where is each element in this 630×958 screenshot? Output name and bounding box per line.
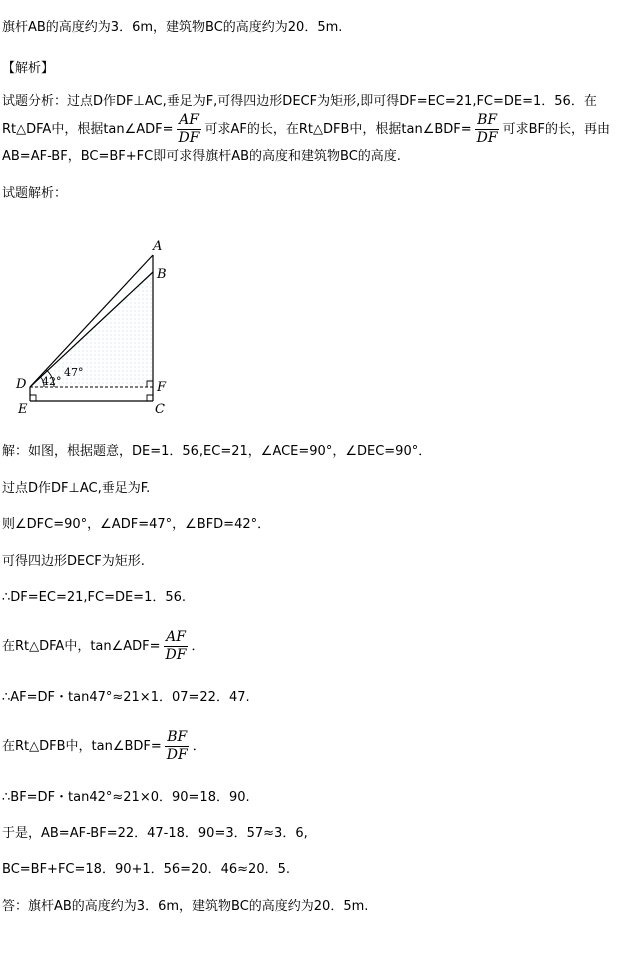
solution-line-4: 可得四边形DECF为矩形.: [2, 554, 145, 569]
label-f: F: [157, 380, 167, 395]
label-c: C: [155, 402, 165, 417]
fraction-numerator: BF: [477, 112, 498, 128]
right-angle-mark-e: [30, 395, 36, 401]
solution-line-1: 解：如图，根据题意，DE=1．56,EC=21，∠ACE=90°，∠DEC=90°．: [2, 444, 432, 459]
fraction-af-df: [177, 112, 202, 147]
fraction-bf-df: [165, 729, 190, 764]
analysis-text-a: Rt△DFA中，根据tan∠ADF=: [2, 122, 174, 137]
fraction-denominator: DF: [166, 747, 188, 763]
solution-line-6: [2, 629, 205, 665]
top-answer-line: 旗杆AB的高度约为3．6m，建筑物BC的高度约为20．5m.: [2, 20, 343, 35]
solution-header: 试题解析：: [2, 186, 68, 201]
analysis-header: 【解析】: [2, 61, 55, 76]
solution-line-10: 于是，AB=AF-BF=22．47-18．90=3．57≈3．6,: [2, 826, 308, 841]
fraction-denominator: DF: [178, 130, 200, 146]
fraction-numerator: AF: [166, 629, 186, 645]
angle-label-47: 47°: [64, 366, 84, 379]
solution-line-5: ∴DF=EC=21,FC=DE=1．56.: [2, 590, 187, 605]
solution-line-3: 则∠DFC=90°，∠ADF=47°，∠BFD=42°．: [2, 517, 271, 532]
label-e: E: [18, 402, 28, 417]
solution-line-9: ∴BF=DF・tan42°≈21×0．90=18．90.: [2, 790, 250, 805]
analysis-line-1: 试题分析：过点D作DF⊥AC,垂足为F,可得四边形DECF为矩形,即可得DF=EC=21,FC=DE=1．56．在: [2, 94, 597, 109]
fraction-numerator: AF: [179, 112, 199, 128]
geometry-figure: [14, 238, 184, 418]
solution-text-end: ．: [191, 639, 205, 654]
fraction-denominator: DF: [165, 647, 187, 663]
solution-text: 在Rt△DFB中，tan∠BDF=: [2, 739, 162, 754]
fraction-bf-df: [475, 112, 500, 147]
label-d: D: [16, 377, 27, 392]
analysis-line-2: [2, 112, 610, 148]
angle-label-42: 42°: [42, 375, 62, 388]
label-b: B: [157, 267, 167, 282]
final-answer: 答：旗杆AB的高度约为3．6m，建筑物BC的高度约为20．5m.: [2, 899, 369, 914]
analysis-line-3: AB=AF-BF，BC=BF+FC即可求得旗杆AB的高度和建筑物BC的高度.: [2, 149, 401, 164]
solution-text: 在Rt△DFA中，tan∠ADF=: [2, 639, 161, 654]
solution-text-end: ．: [192, 739, 206, 754]
solution-line-7: ∴AF=DF・tan47°≈21×1．07=22．47.: [2, 690, 250, 705]
solution-line-8: [2, 729, 206, 765]
fraction-af-df: [164, 629, 189, 664]
analysis-text-c: 可求BF的长，再由: [502, 122, 611, 137]
right-angle-mark-c: [147, 395, 153, 401]
label-a: A: [153, 239, 163, 254]
fraction-numerator: BF: [167, 729, 188, 745]
solution-line-11: BC=BF+FC=18．90+1．56=20．46≈20．5.: [2, 862, 290, 877]
fraction-denominator: DF: [476, 130, 498, 146]
analysis-text-b: 可求AF的长，在Rt△DFB中，根据tan∠BDF=: [204, 122, 472, 137]
solution-line-2: 过点D作DF⊥AC,垂足为F.: [2, 481, 151, 496]
